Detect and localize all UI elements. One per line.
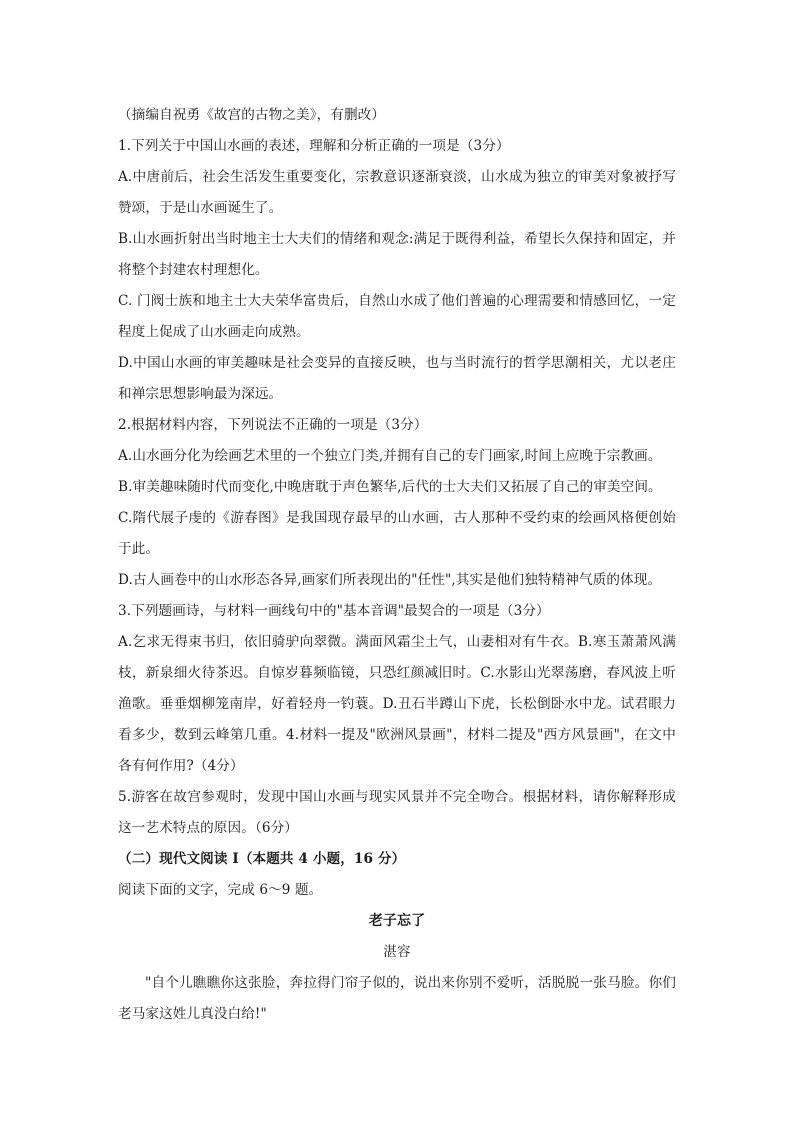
story-paragraph: "自个儿瞧瞧你这张脸，奔拉得门帘子似的，说出来你别不爱听，活脱脱一张马脸。你们老马家这姓儿真没白给!" [118, 975, 676, 1022]
reading-instruction: 阅读下面的文字，完成 6～9 题。 [118, 882, 323, 898]
q2-option-d: D.古人画卷中的山水形态各异,画家们所表现出的"任性",其实是他们独特精神气质的体现。 [118, 572, 662, 588]
document-body [118, 100, 676, 1030]
q1-option-c: C. 门阀士族和地主士大夫荣华富贵后，自然山水成了他们普遍的心理需要和情感回忆，一定程度上促成了山水画走向成熟。 [118, 293, 676, 340]
q2-option-a: A.山水画分化为绘画艺术里的一个独立门类,并拥有自己的专门画家,时间上应晚于宗教画。 [118, 448, 662, 464]
source-note: （摘编自祝勇《故宫的古物之美》，有删改） [118, 107, 386, 123]
question-5: 5.游客在故宫参观时，发现中国山水画与现实风景并不完全吻合。根据材料，请你解释形成这一艺术特点的原因。（6分） [118, 789, 676, 836]
story-author: 湛容 [383, 944, 411, 960]
section-heading: （二）现代文阅读 I（本题共 4 小题，16 分） [118, 851, 406, 867]
question-1: 1.下列关于中国山水画的表述，理解和分析正确的一项是（3分） [118, 138, 510, 154]
q1-option-d: D.中国山水画的审美趣味是社会变异的直接反映，也与当时流行的哲学思潮相关，尤以老庄和禅宗思想影响最为深远。 [118, 355, 676, 402]
q3-options-and-question-4: A.乞求无得束书归，依旧骑驴向翠微。满面风霜尘土气，山妻相对有牛衣。B.寒玉萧萧风满枝，新泉细火待茶迟。自惊岁暮频临镜，只恐红颜减旧时。C.水影山光翠荡磨，春风波上听渔歌。垂垂烟柳笼南岸，好着轻舟一钓蓑。D.丑石半蹲山下虎，长松倒卧水中龙。试君眼力看多少，数到云峰第几重。4.材料一提及"欧洲风景画"，材料二提及"西方风景画"，在文中各有何作用?（4分） [118, 634, 676, 774]
story-title: 老子忘了 [368, 913, 426, 929]
question-2: 2.根据材料内容，下列说法不正确的一项是（3分） [118, 417, 428, 433]
q1-option-a: A.中唐前后，社会生活发生重要变化，宗教意识逐渐衰淡，山水成为独立的审美对象被抒写赞颂，于是山水画诞生了。 [118, 169, 676, 216]
q2-option-b: B.审美趣味随时代而变化,中晚唐耽于声色繁华,后代的士大夫们又拓展了自己的审美空间。 [118, 479, 662, 495]
q1-option-b: B.山水画折射出当时地主士大夫们的情绪和观念:满足于既得利益，希望长久保持和固定，并将整个封建农村理想化。 [118, 231, 676, 278]
question-3: 3.下列题画诗，与材料一画线句中的"基本音调"最契合的一项是（3分） [118, 603, 550, 619]
q2-option-c: C.隋代展子虔的《游春图》是我国现存最早的山水画，古人那种不受约束的绘画风格便创始于此。 [118, 510, 676, 557]
